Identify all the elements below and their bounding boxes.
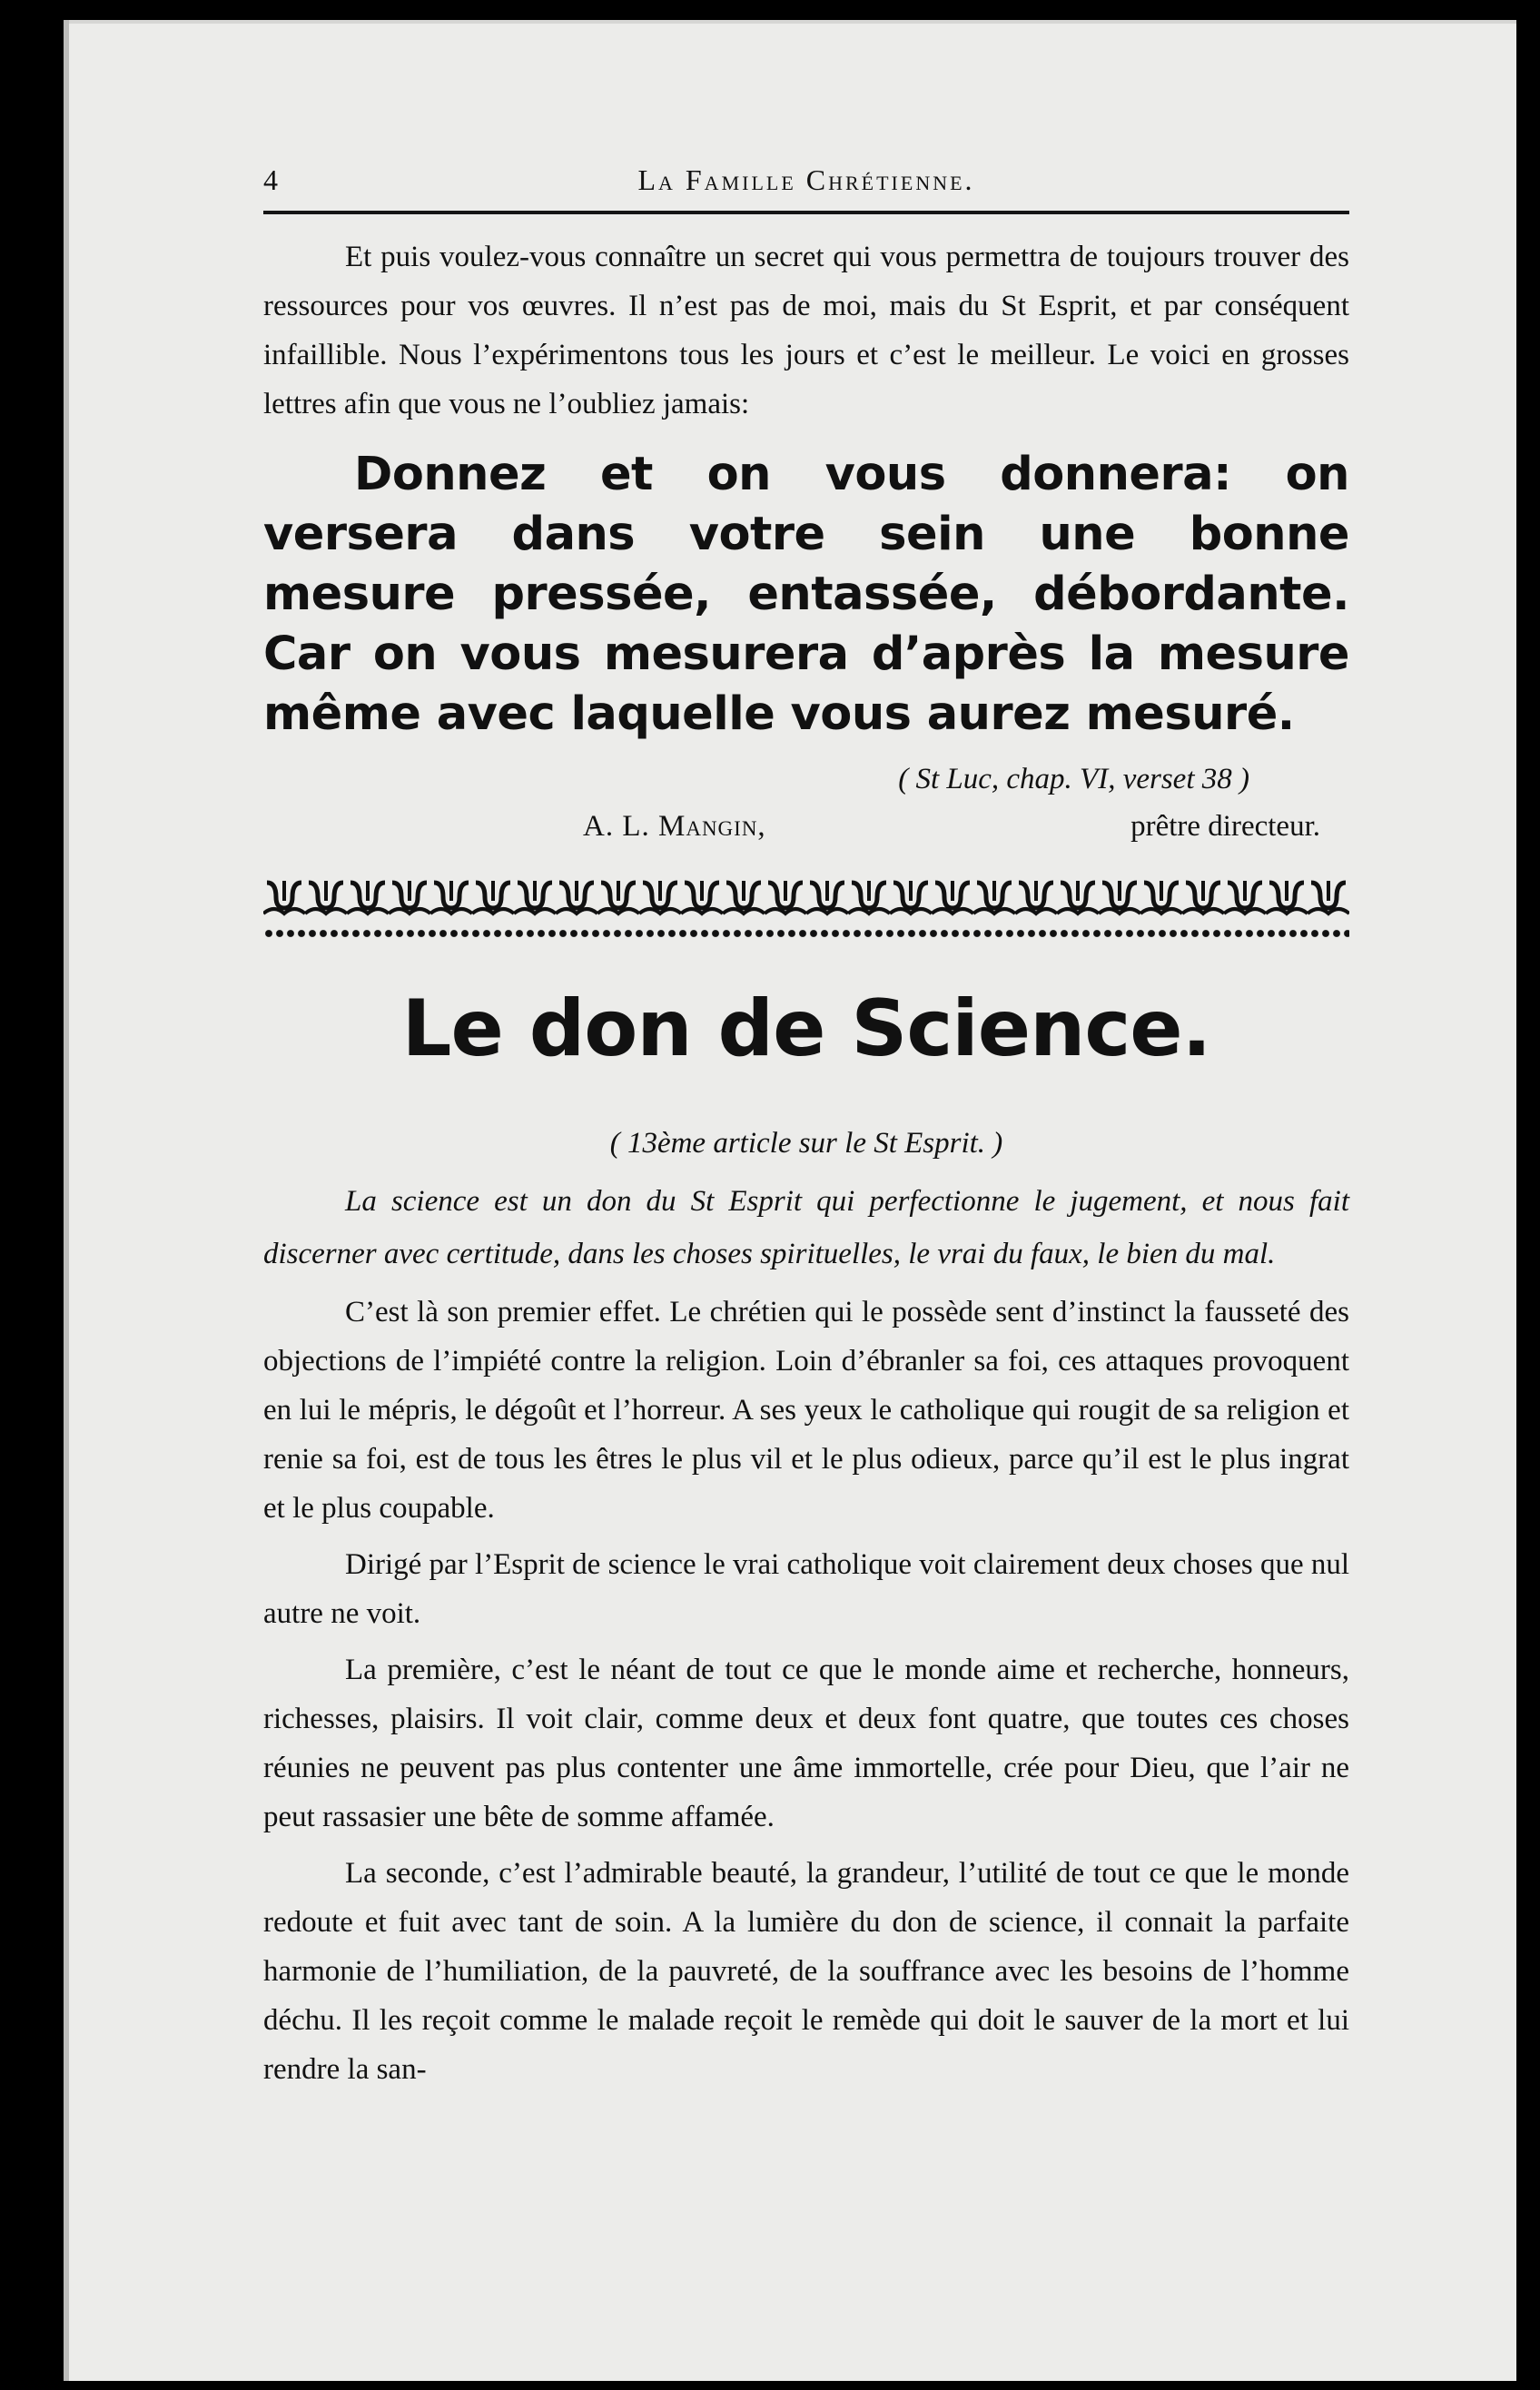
article-subtitle: ( 13ème article sur le St Esprit. ) <box>609 1126 1003 1160</box>
dotted-rule <box>263 929 1349 938</box>
page-content <box>263 163 1349 2094</box>
signature-role: prêtre directeur. <box>1130 810 1320 843</box>
signature-line <box>263 803 1349 850</box>
quote-citation: ( St Luc, chap. VI, verset 38 ) <box>898 763 1249 795</box>
signature-author: A. L. Mangin, <box>583 810 766 843</box>
article-title: Le don de Science. <box>401 983 1211 1074</box>
article-paragraph-1: C’est là son premier effet. Le chrétien qui le possède sent d’instinct la fausseté des objections de l’impiété contre la religion. Loin d’ébranler sa foi, ces attaques provoquent en lui le mépris, le dégoût et l’horreur. A ses yeux le catholique qui rougit de sa religion et renie sa foi, est de tous les êtres le plus vil et le plus odieux, parce qu’il est le plus ingrat et le plus coupable. <box>263 1295 1349 1525</box>
article-paragraph-3: La première, c’est le néant de tout ce que le monde aime et recherche, honneurs, richesses, plaisirs. Il voit clair, comme deux et deux font quatre, que toutes ces choses réunies ne peuvent pas plus contenter une âme immortelle, crée pour Dieu, que l’air ne peut rassasier une bête de somme affamée. <box>263 1653 1349 1833</box>
page-number: 4 <box>263 163 280 196</box>
decorative-ornament-band <box>263 877 1349 919</box>
article-paragraph-2: Dirigé par l’Esprit de science le vrai catholique voit clairement deux choses que nul autre ne voit. <box>263 1547 1350 1630</box>
article-paragraph-4: La seconde, c’est l’admirable beauté, la grandeur, l’utilité de tout ce que le monde redoute et fuit avec tant de soin. A la lumière du don de science, il connait la parfaite harmonie de l’humiliation, de la pauvreté, de la souffrance avec les besoins de l’homme déchu. Il les reçoit comme le malade reçoit le remède qui doit le sauver de la mort et lui rendre la san- <box>263 1856 1349 2086</box>
intro-paragraph: Et puis voulez-vous connaître un secret qui vous permettra de toujours trouver des ressources pour vos œuvres. Il n’est pas de moi, mais du St Esprit, et par conséquent infaillible. Nous l’expérimentons tous les jours et c’est le meilleur. Le voici en grosses lettres afin que vous ne l’oubliez jamais: <box>263 241 1349 420</box>
scripture-quote: Donnez et on vous donnera: on versera dans votre sein une bonne mesure pressée, entassée, débordante. Car on vous mesurera d’après la mesure même avec laquelle vous aurez mesuré. <box>263 448 1349 741</box>
running-title: La Famille Chrétienne. <box>637 163 975 196</box>
article-lead-paragraph: La science est un don du St Esprit qui perfectionne le jugement, et nous fait discerner avec certitude, dans les choses spirituelles, le vrai du faux, le bien du mal. <box>263 1184 1349 1270</box>
running-header <box>263 163 1349 214</box>
